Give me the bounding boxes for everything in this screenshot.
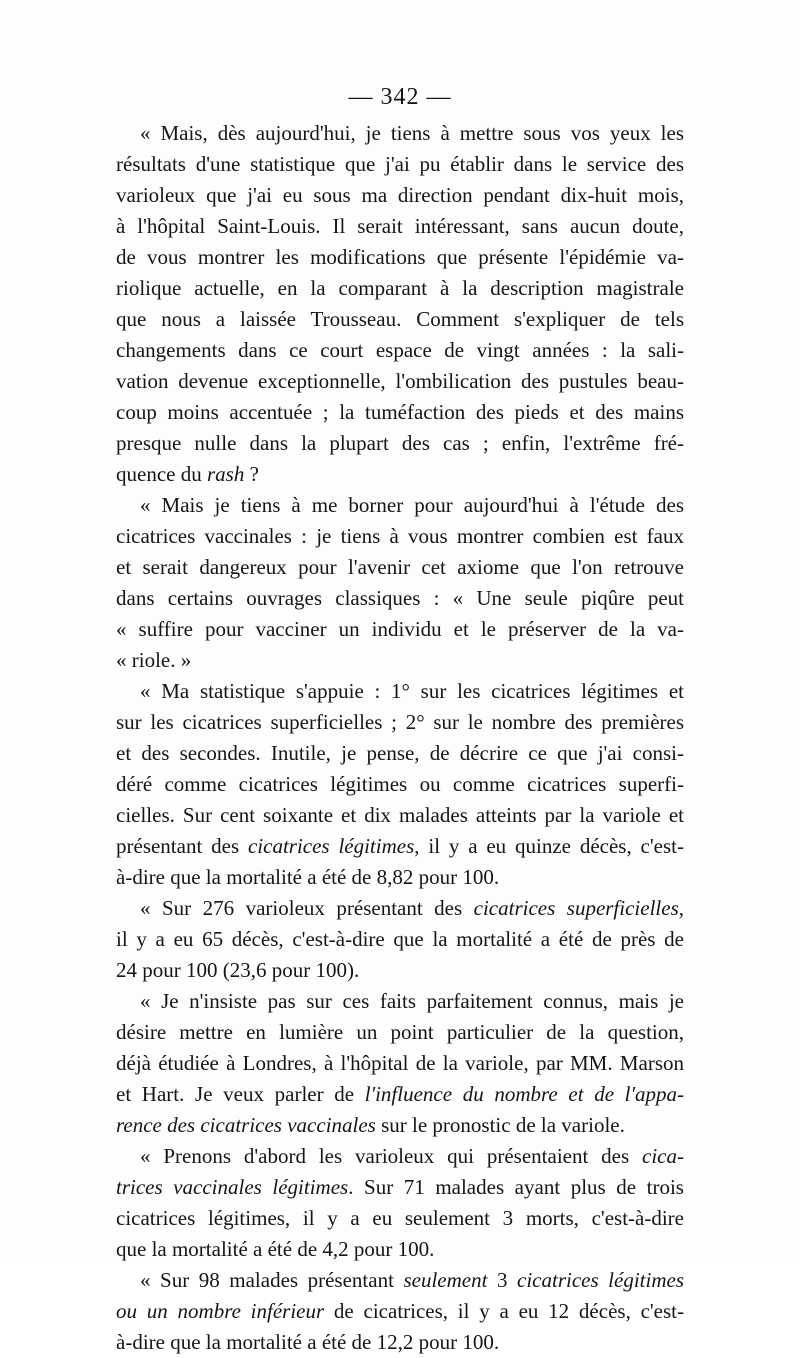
text-run: « Mais, dès aujourd'hui, je tiens à mettre sous vos yeux les: [140, 121, 684, 145]
text-line: [116, 273, 684, 304]
text-line: [116, 1172, 684, 1203]
italic-text: trices vaccinales légitimes: [116, 1175, 349, 1199]
text-run: « riole. »: [116, 648, 192, 672]
text-run: à-dire que la mortalité a été de 8,82 pour 100.: [116, 865, 500, 889]
page-number: — 342 —: [348, 84, 452, 110]
text-run: presque nulle dans la plupart des cas ; enfin, l'extrême fré-: [116, 431, 684, 455]
text-run: à-dire que la mortalité a été de 12,2 pour 100.: [116, 1330, 500, 1354]
text-line: [116, 242, 684, 273]
text-line: [116, 118, 684, 149]
italic-text: cicatrices légitimes: [247, 834, 415, 858]
text-line: [116, 180, 684, 211]
italic-text: cica-: [642, 1144, 684, 1168]
text-run: et Hart. Je veux parler de: [116, 1082, 365, 1106]
text-run: « Mais je tiens à me borner pour aujourd'hui à l'étude des: [140, 493, 684, 517]
text-line: [116, 769, 684, 800]
paragraph: [116, 118, 684, 490]
text-run: « Sur 98 malades présentant: [140, 1268, 404, 1292]
text-run: sur le pronostic de la variole.: [375, 1113, 625, 1137]
text-line: [116, 1296, 684, 1327]
text-line: [116, 862, 684, 893]
text-line: [116, 676, 684, 707]
text-run: « Ma statistique s'appuie : 1° sur les cicatrices légitimes et: [140, 679, 684, 703]
italic-text: cicatrices superficielles: [473, 896, 679, 920]
text-run: , il y a eu quinze décès, c'est-: [414, 834, 684, 858]
text-run: « Sur 276 varioleux présentant des: [140, 896, 474, 920]
text-run: dans certains ouvrages classiques : « Une seule piqûre peut: [116, 586, 684, 610]
text-run: que nous a laissée Trousseau. Comment s'expliquer de tels: [116, 307, 684, 331]
text-run: 3: [487, 1268, 518, 1292]
text-run: riolique actuelle, en la comparant à la description magistrale: [116, 276, 684, 300]
text-run: désire mettre en lumière un point particulier de la question,: [116, 1020, 684, 1044]
text-run: cicatrices vaccinales : je tiens à vous montrer combien est faux: [116, 524, 684, 548]
text-line: [116, 397, 684, 428]
text-line: [116, 645, 684, 676]
italic-text: rash: [206, 462, 245, 486]
text-run: il y a eu 65 décès, c'est-à-dire que la mortalité a été de près de: [116, 927, 684, 951]
text-run: « Prenons d'abord les varioleux qui présentaient des: [140, 1144, 643, 1168]
text-line: [116, 149, 684, 180]
text-run: . Sur 71 malades ayant plus de trois: [348, 1175, 684, 1199]
text-line: [116, 831, 684, 862]
text-run: 24 pour 100 (23,6 pour 100).: [116, 958, 360, 982]
text-line: [116, 1141, 684, 1172]
text-run: quence du: [116, 462, 207, 486]
text-run: et des secondes. Inutile, je pense, de décrire ce que j'ai consi-: [116, 741, 684, 765]
text-run: et serait dangereux pour l'avenir cet axiome que l'on retrouve: [116, 555, 684, 579]
paragraph: [116, 1141, 684, 1265]
text-line: [116, 924, 684, 955]
text-run: déré comme cicatrices légitimes ou comme cicatrices superfi-: [116, 772, 684, 796]
paragraph: [116, 986, 684, 1141]
text-run: « suffire pour vacciner un individu et le préserver de la va-: [116, 617, 684, 641]
text-run: sur les cicatrices superficielles ; 2° sur le nombre des premières: [116, 710, 684, 734]
text-line: [116, 521, 684, 552]
text-run: de vous montrer les modifications que présente l'épidémie va-: [116, 245, 684, 269]
text-line: [116, 428, 684, 459]
text-line: [116, 459, 684, 490]
text-line: [116, 955, 684, 986]
paragraph: [116, 676, 684, 893]
text-line: [116, 986, 684, 1017]
text-line: [116, 211, 684, 242]
italic-text: l'influence du nombre et de l'appa-: [364, 1082, 684, 1106]
italic-text: cicatrices légitimes: [517, 1268, 684, 1292]
text-line: [116, 1110, 684, 1141]
text-run: déjà étudiée à Londres, à l'hôpital de la variole, par MM. Marson: [116, 1051, 684, 1075]
text-run: résultats d'une statistique que j'ai pu établir dans le service des: [116, 152, 684, 176]
text-run: de cicatrices, il y a eu 12 décès, c'est-: [324, 1299, 685, 1323]
text-line: [116, 893, 684, 924]
text-line: [116, 490, 684, 521]
text-run: changements dans ce court espace de vingt années : la sali-: [116, 338, 684, 362]
text-line: [116, 1203, 684, 1234]
text-run: ?: [244, 462, 259, 486]
italic-text: rence des cicatrices vaccinales: [116, 1113, 376, 1137]
text-run: que la mortalité a été de 4,2 pour 100.: [116, 1237, 435, 1261]
text-line: [116, 738, 684, 769]
text-run: ,: [678, 896, 684, 920]
text-line: [116, 1234, 684, 1265]
text-line: [116, 1079, 684, 1110]
text-line: [116, 1048, 684, 1079]
paragraph: [116, 1265, 684, 1358]
text-line: [116, 800, 684, 831]
paragraph: [116, 893, 684, 986]
text-run: à l'hôpital Saint-Louis. Il serait intéressant, sans aucun doute,: [116, 214, 684, 238]
text-run: varioleux que j'ai eu sous ma direction pendant dix-huit mois,: [116, 183, 684, 207]
text-line: [116, 1327, 684, 1358]
text-line: [116, 335, 684, 366]
text-line: [116, 552, 684, 583]
text-line: [116, 366, 684, 397]
text-line: [116, 1265, 684, 1296]
text-run: cielles. Sur cent soixante et dix malades atteints par la variole et: [116, 803, 684, 827]
text-line: [116, 583, 684, 614]
paragraph: [116, 490, 684, 676]
text-line: [116, 1017, 684, 1048]
text-run: « Je n'insiste pas sur ces faits parfaitement connus, mais je: [140, 989, 684, 1013]
text-run: coup moins accentuée ; la tuméfaction des pieds et des mains: [116, 400, 684, 424]
text-run: cicatrices légitimes, il y a eu seulement 3 morts, c'est-à-dire: [116, 1206, 684, 1230]
text-run: présentant des: [116, 834, 248, 858]
body-text: [116, 118, 684, 1358]
italic-text: ou un nombre inférieur: [116, 1299, 325, 1323]
text-line: [116, 304, 684, 335]
text-run: vation devenue exceptionnelle, l'ombilication des pustules beau-: [116, 369, 684, 393]
text-line: [116, 614, 684, 645]
text-line: [116, 707, 684, 738]
italic-text: seulement: [403, 1268, 488, 1292]
